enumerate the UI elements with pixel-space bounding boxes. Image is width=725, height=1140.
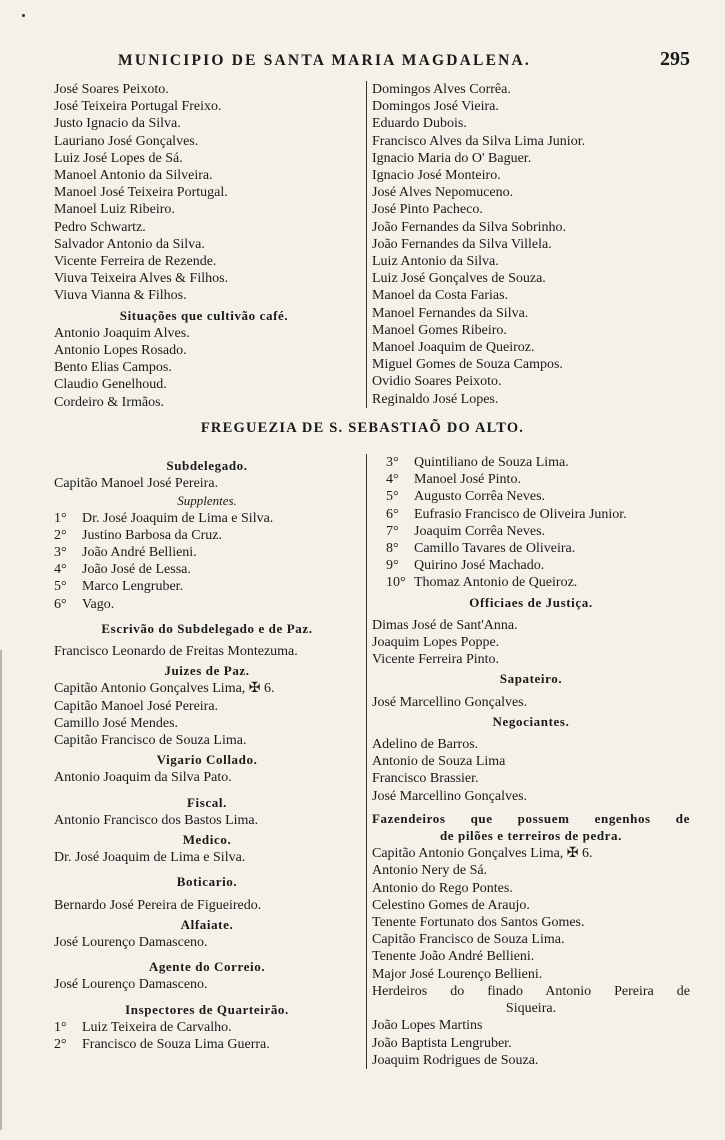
ordinal: 5°	[54, 579, 67, 595]
list-item	[54, 527, 360, 544]
page-number: 295	[660, 48, 690, 70]
person-name: Eufrasio Francisco de Oliveira Junior.	[414, 506, 627, 522]
person-name: João José de Lessa.	[82, 562, 191, 578]
list-item: João Baptista Lengruber.	[372, 1035, 512, 1051]
boticario-name: Bernardo José Pereira de Figueiredo.	[54, 897, 262, 913]
person-name: Quirino José Machado.	[414, 558, 545, 574]
page-edge-shadow	[0, 650, 2, 1130]
negociantes-heading: Negociantes.	[492, 713, 570, 729]
list-item: Manoel Gomes Ribeiro.	[372, 322, 507, 338]
list-item: Francisco Alves da Silva Lima Junior.	[372, 133, 586, 149]
list-item: Vicente Ferreira de Rezende.	[54, 254, 217, 270]
medico-heading: Medico.	[182, 832, 232, 848]
list-item: Luiz Antonio da Silva.	[372, 254, 499, 270]
list-item: Domingos Alves Corrêa.	[372, 82, 511, 97]
list-item	[54, 544, 360, 561]
list-item: João Lopes Martins	[372, 1018, 483, 1034]
ordinal: 6°	[54, 596, 67, 612]
list-item: Luiz José Gonçalves de Souza.	[372, 271, 546, 287]
alfaiate-name: José Lourenço Damasceno.	[54, 935, 208, 951]
list-item: Lauriano José Gonçalves.	[54, 133, 199, 149]
list-item: Tenente Fortunato dos Santos Gomes.	[372, 915, 585, 931]
supplentes-heading: Supplentes.	[177, 493, 237, 509]
list-item: Manoel José Teixeira Portugal.	[54, 185, 228, 201]
running-header	[118, 50, 690, 72]
list-item-continuation: Siqueira.	[505, 1001, 557, 1017]
list-item	[54, 510, 360, 527]
list-item	[372, 523, 690, 540]
ordinal: 4°	[54, 562, 67, 578]
person-name: Camillo Tavares de Oliveira.	[414, 541, 576, 557]
fazendeiros-heading: Fazendeiros que possuem engenhos de	[372, 810, 690, 826]
list-item: Tenente João André Bellieni.	[372, 949, 535, 965]
ink-dot	[22, 14, 25, 17]
inspectores-heading: Inspectores de Quarteirão.	[125, 1001, 289, 1017]
list-item: Claudio Genelhoud.	[54, 377, 167, 393]
list-item: Pedro Schwartz.	[54, 219, 146, 235]
person-name: Augusto Corrêa Neves.	[414, 489, 546, 505]
list-item: Capitão Francisco de Souza Lima.	[372, 932, 565, 948]
list-item: José Alves Nepomuceno.	[372, 185, 514, 201]
alfaiate-heading: Alfaiate.	[180, 916, 234, 932]
officiaes-heading: Officiaes de Justiça.	[469, 594, 593, 610]
list-item: Celestino Gomes de Araujo.	[372, 897, 530, 913]
section-title: FREGUEZIA DE S. SEBASTIAÕ DO ALTO.	[200, 420, 525, 436]
list-item	[372, 488, 690, 505]
list-item	[372, 540, 690, 557]
list-item: José Teixeira Portugal Freixo.	[54, 99, 222, 115]
list-item: Capitão Antonio Gonçalves Lima, ✠ 6.	[54, 681, 275, 697]
list-item: Reginaldo José Lopes.	[372, 391, 499, 407]
list-item: Luiz José Lopes de Sá.	[54, 150, 183, 166]
fiscal-name: Antonio Francisco dos Bastos Lima.	[54, 812, 259, 828]
list-item	[372, 557, 690, 574]
ordinal: 7°	[386, 523, 399, 539]
person-name: Marco Lengruber.	[82, 579, 184, 595]
list-item	[54, 561, 360, 578]
list-item	[372, 471, 690, 488]
list-item: Antonio Lopes Rosado.	[54, 343, 187, 359]
person-name: Joaquim Corrêa Neves.	[414, 523, 546, 539]
list-item: João Fernandes da Silva Villela.	[372, 236, 552, 252]
top-left-column	[54, 81, 354, 411]
list-item	[54, 1036, 360, 1053]
sapateiro-name: José Marcellino Gonçalves.	[372, 694, 528, 710]
vigario-name: Antonio Joaquim da Silva Pato.	[54, 770, 232, 786]
correio-name: José Lourenço Damasceno.	[54, 977, 208, 993]
list-item: Ignacio José Monteiro.	[372, 168, 501, 184]
list-item: José Pinto Pacheco.	[372, 202, 483, 218]
bottom-left-column	[54, 455, 360, 1053]
list-item: Manoel Luiz Ribeiro.	[54, 202, 175, 218]
list-item: Ignacio Maria do O' Baguer.	[372, 150, 532, 166]
list-item: Bento Elias Campos.	[54, 360, 172, 376]
list-item: Adelino de Barros.	[372, 737, 479, 753]
list-item: Capitão Francisco de Souza Lima.	[54, 733, 247, 749]
fazendeiros-heading-cont: de pilões e terreiros de pedra.	[439, 828, 623, 844]
person-name: Dr. José Joaquim de Lima e Silva.	[82, 510, 274, 526]
escrivao-name: Francisco Leonardo de Freitas Montezuma.	[54, 644, 298, 660]
sapateiro-heading: Sapateiro.	[499, 671, 563, 687]
running-title: MUNICIPIO DE SANTA MARIA MAGDALENA.	[118, 52, 531, 69]
list-item: Salvador Antonio da Silva.	[54, 236, 205, 252]
ordinal: 1°	[54, 1019, 67, 1035]
list-item: Cordeiro & Irmãos.	[54, 394, 165, 410]
person-name: Quintiliano de Souza Lima.	[414, 455, 569, 470]
ordinal: 6°	[386, 506, 399, 522]
list-item: Viuva Teixeira Alves & Filhos.	[54, 271, 229, 287]
list-item: Justo Ignacio da Silva.	[54, 116, 181, 132]
list-item: Antonio Nery de Sá.	[372, 863, 488, 879]
subdelegado-name: Capitão Manoel José Pereira.	[54, 476, 219, 492]
list-item: Joaquim Lopes Poppe.	[372, 635, 500, 651]
list-item: José Soares Peixoto.	[54, 82, 169, 97]
list-item: Manoel Joaquim de Queiroz.	[372, 340, 535, 356]
cafe-heading: Situações que cultivão café.	[119, 307, 289, 323]
list-item: Domingos José Vieira.	[372, 99, 499, 115]
list-item: Antonio Joaquim Alves.	[54, 325, 190, 341]
juizes-heading: Juizes de Paz.	[164, 663, 250, 679]
boticario-heading: Boticario.	[176, 874, 238, 890]
ordinal: 2°	[54, 527, 67, 543]
list-item	[54, 596, 360, 613]
ordinal: 3°	[386, 455, 399, 470]
list-item: Major José Lourenço Bellieni.	[372, 966, 543, 982]
person-name: Thomaz Antonio de Queiroz.	[414, 575, 578, 591]
list-item: João Fernandes da Silva Sobrinho.	[372, 219, 567, 235]
list-item: Dimas José de Sant'Anna.	[372, 617, 518, 633]
list-item: Manoel Antonio da Silveira.	[54, 168, 213, 184]
person-name: João André Bellieni.	[82, 545, 197, 561]
escrivao-heading: Escrivão do Subdelegado e de Paz.	[101, 620, 313, 636]
correio-heading: Agente do Correio.	[148, 959, 266, 975]
list-item: Francisco Brassier.	[372, 771, 479, 787]
subdelegado-heading: Subdelegado.	[166, 458, 248, 473]
list-item: Herdeiros do finado Antonio Pereira de	[372, 983, 690, 999]
bottom-right-column	[366, 454, 690, 1069]
ordinal: 10°	[386, 575, 406, 591]
list-item: Antonio do Rego Pontes.	[372, 880, 513, 896]
list-item	[54, 578, 360, 595]
ordinal: 5°	[386, 489, 399, 505]
list-item: Viuva Vianna & Filhos.	[54, 288, 187, 304]
person-name: Justino Barbosa da Cruz.	[82, 527, 222, 543]
ordinal: 4°	[386, 472, 399, 488]
list-item: Antonio de Souza Lima	[372, 754, 506, 770]
list-item: Miguel Gomes de Souza Campos.	[372, 357, 563, 373]
ordinal: 8°	[386, 541, 399, 557]
ordinal: 9°	[386, 558, 399, 574]
list-item: José Marcellino Gonçalves.	[372, 788, 528, 804]
vigario-heading: Vigario Collado.	[156, 752, 258, 768]
list-item	[372, 454, 690, 471]
list-item	[54, 1019, 360, 1036]
list-item: Manoel Fernandes da Silva.	[372, 305, 529, 321]
list-item: Capitão Manoel José Pereira.	[54, 698, 219, 714]
list-item	[372, 574, 690, 591]
person-name: Vago.	[82, 596, 115, 612]
list-item: Capitão Antonio Gonçalves Lima, ✠ 6.	[372, 846, 593, 862]
ordinal: 3°	[54, 545, 67, 561]
top-right-column	[366, 81, 702, 408]
person-name: Manoel José Pinto.	[414, 472, 521, 488]
list-item: Ovidio Soares Peixoto.	[372, 374, 502, 390]
list-item: Eduardo Dubois.	[372, 116, 467, 132]
list-item: Manoel da Costa Farias.	[372, 288, 509, 304]
medico-name: Dr. José Joaquim de Lima e Silva.	[54, 850, 246, 866]
fiscal-heading: Fiscal.	[187, 794, 227, 810]
person-name: Luiz Teixeira de Carvalho.	[82, 1019, 232, 1035]
person-name: Francisco de Souza Lima Guerra.	[82, 1037, 270, 1053]
ordinal: 2°	[54, 1037, 67, 1053]
list-item: Camillo José Mendes.	[54, 715, 179, 731]
list-item: Vicente Ferreira Pinto.	[372, 652, 500, 668]
list-item	[372, 506, 690, 523]
list-item: Joaquim Rodrigues de Souza.	[372, 1052, 539, 1068]
ordinal: 1°	[54, 510, 67, 526]
